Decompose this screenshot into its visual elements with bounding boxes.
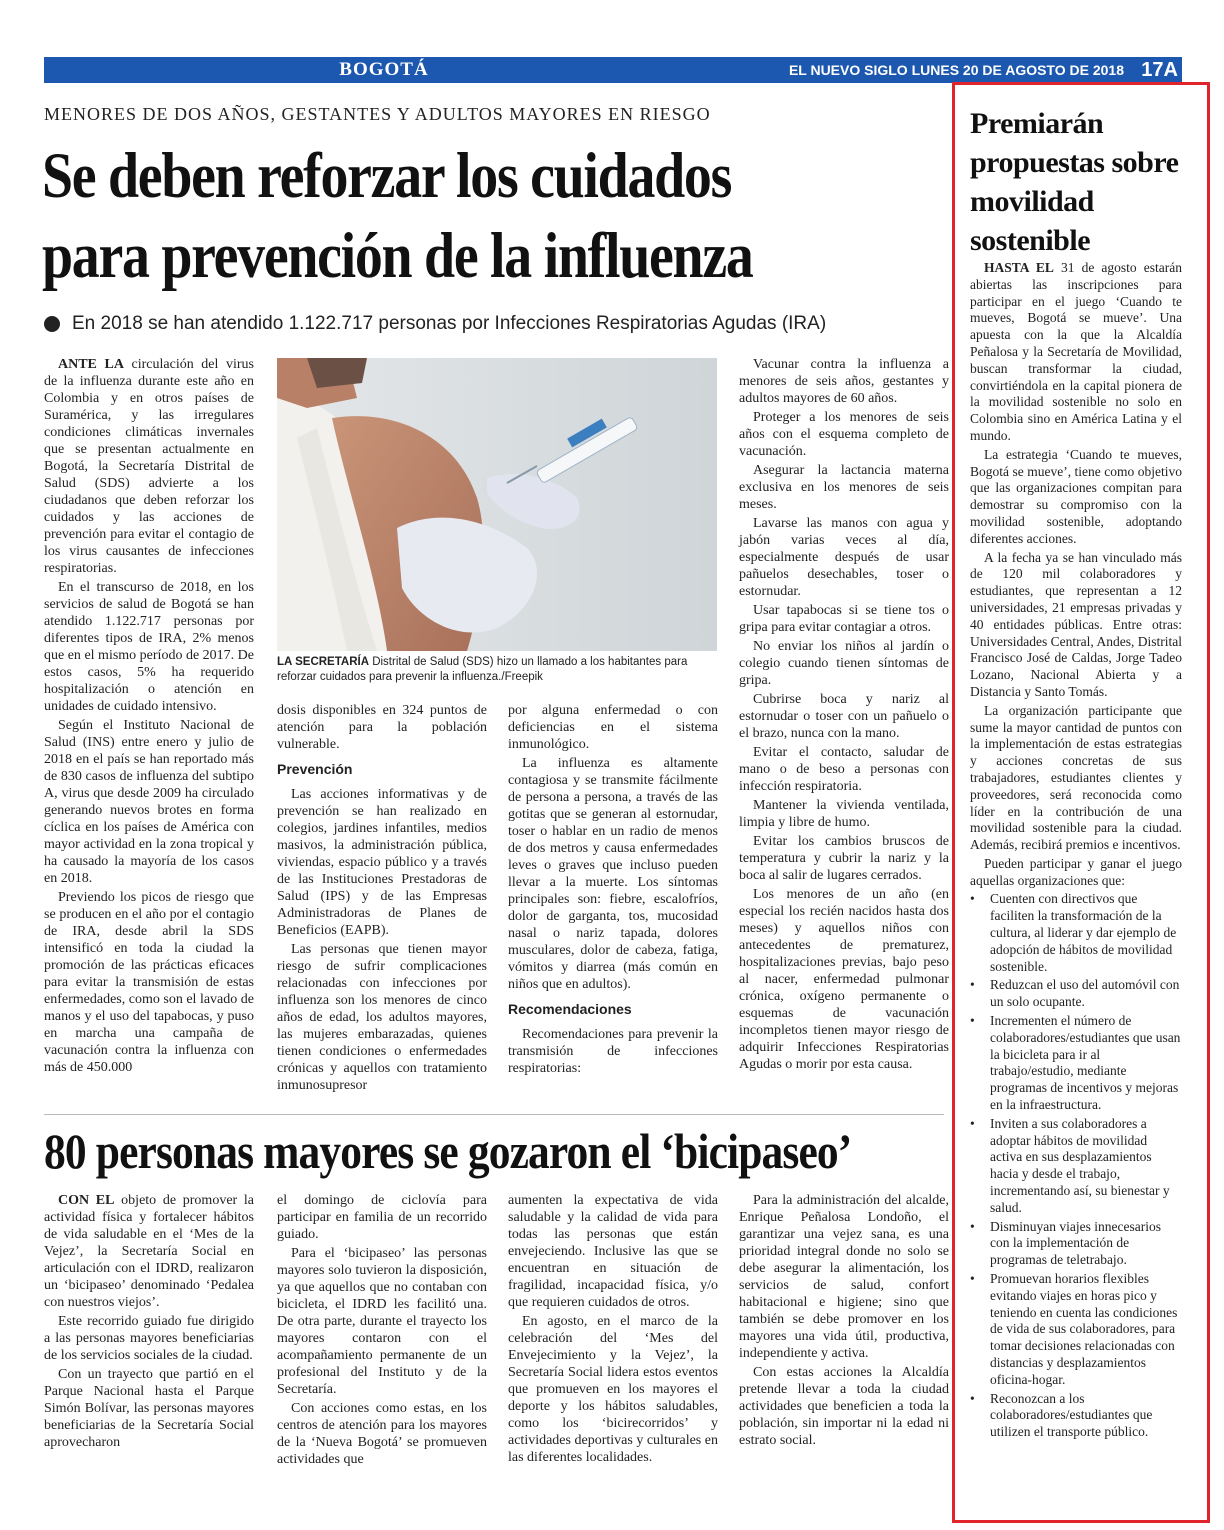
lead-in: HASTA EL: [984, 260, 1054, 275]
article1-column-4: [739, 356, 949, 1075]
article1-column-2: [277, 702, 487, 1096]
paragraph: por alguna enfermedad o con deficiencias en el sistema inmunológico.: [508, 703, 718, 752]
paragraph: La influenza es altamente contagiosa y se transmite fácilmente de persona a persona, a través de las gotitas que se generan al estornudar, toser o hablar en un radio de menos de dos metros y causa enfermedades leves o graves que incluso pueden llevar a la muerte. Los síntomas principales son: fiebre, escalofríos, dolor de garganta, tos, mucosidad nasal o nariz tapada, dolores musculares, dolor de cabeza, fatiga, vómitos y diarrea (más común en niños que en adultos).: [508, 756, 718, 992]
paragraph: Lavarse las manos con agua y jabón varias veces al día, especialmente después de usar pañuelos desechables, toser o estornudar.: [739, 516, 949, 599]
paragraph: En agosto, en el marco de la celebración del ‘Mes del Envejecimiento y la Vejez’, la Secretaría Social lidera estos eventos que promueven en los mayores el deporte y los hábitos saludables, como los ‘bicirecorridos’ y actividades deportivas y culturales en las diferentes localidades.: [508, 1314, 718, 1465]
article2-column-1: [44, 1192, 254, 1453]
paragraph-text: objeto de promover la actividad física y fortalecer hábitos de vida saludable en el ‘Mes de la Vejez’, la Secretaría Social en articulación con el IDRD, realizaron un ‘bicipaseo’ denominado ‘Pedalea con nuestros viejos’.: [44, 1193, 254, 1310]
paragraph: Con acciones como estas, en los centros de atención para los mayores de la ‘Nueva Bogotá’ se promueven actividades que: [277, 1401, 487, 1467]
paragraph: Evitar los cambios bruscos de temperatura y cubrir la nariz y la boca al salir de lugares cerrados.: [739, 834, 949, 883]
paragraph: Las personas que tienen mayor riesgo de sufrir complicaciones relacionadas con infecciones por influenza son los menores de cinco años de edad, los adultos mayores, las mujeres embarazadas, quienes tienen condiciones o enfermedades crónicas y aquellos con tratamiento inmunosupresor: [277, 942, 487, 1093]
paragraph: Asegurar la lactancia materna exclusiva en los menores de seis meses.: [739, 463, 949, 512]
paragraph: Pueden participar y ganar el juego aquellas organizaciones que:: [970, 855, 1182, 888]
caption-text: Distrital de Salud (SDS) hizo un llamado a los habitantes para reforzar cuidados para prevenir la influenza./Freepik: [277, 656, 688, 683]
article-divider: [44, 1114, 944, 1115]
sidebar-title: Premiarán propuestas sobre movilidad sostenible: [970, 107, 1179, 257]
paragraph: Evitar el contacto, saludar de mano o de beso a personas con infección respiratoria.: [739, 745, 949, 794]
article2-headline: 80 personas mayores se gozaron el ‘bicipaseo’: [44, 1123, 852, 1179]
paragraph: Recomendaciones para prevenir la transmisión de infecciones respiratorias:: [508, 1027, 718, 1076]
list-item: • Cuenten con directivos que faciliten la transformación de la cultura, al liderar y dar ejemplo de adopción de hábitos de movilidad sostenible.: [990, 891, 1182, 975]
article2-column-3: [508, 1192, 718, 1468]
paragraph: Mantener la vivienda ventilada, limpia y libre de humo.: [739, 798, 949, 830]
article2-column-4: [739, 1192, 949, 1451]
subheading-prevencion: Prevención: [277, 761, 353, 777]
paragraph: Este recorrido guiado fue dirigido a las personas mayores beneficiarias de los servicios sociales de la ciudad.: [44, 1314, 254, 1363]
article-subhead: [44, 313, 944, 335]
paragraph: Proteger a los menores de seis años con el esquema completo de vacunación.: [739, 410, 949, 459]
lead-in: ANTE LA: [58, 357, 124, 372]
section-label: BOGOTÁ: [339, 59, 429, 80]
bullet-icon: [44, 316, 60, 332]
sidebar-bullet-list: [970, 891, 1182, 1441]
list-item: • Disminuyan viajes innecesarios con la implementación de programas de teletrabajo.: [990, 1219, 1182, 1269]
headline-line-1: Se deben reforzar los cuidados: [42, 140, 732, 212]
paragraph-text: 31 de agosto estarán abiertas las inscripciones para participar en el juego ‘Cuando te mueves, Bogotá se mueve’. Una apuesta con la que la Alcaldía Peñalosa y la Secretaría de Movilidad, buscan transformar la ciudad, convirtiéndola en la capital pionera de la movilidad sostenible no solo en Colombia sino en América Latina y el mundo.: [970, 260, 1182, 443]
article1-column-3: [508, 702, 718, 1079]
paragraph: Cubrirse boca y nariz al estornudar o toser con un pañuelo o el brazo, nunca con la mano.: [739, 692, 949, 741]
paragraph: Con estas acciones la Alcaldía pretende llevar a toda la ciudad actividades que beneficien a toda la población, sin importar ni la edad ni estrato social.: [739, 1365, 949, 1448]
paragraph: el domingo de ciclovía para participar en familia de un recorrido guiado.: [277, 1193, 487, 1242]
paragraph: Los menores de un año (en especial los recién nacidos hasta dos meses) y aquellos niños con antecedentes de prematurez, hospitalizaciones previas, bajo peso al nacer, enfermedad pulmonar crónica, oxígeno permanente o esquemas de vacunación incompletos tienen mayor riesgo de adquirir Infecciones Respiratorias Agudas o morir por esta causa.: [739, 887, 949, 1072]
page-number: 17A: [1141, 59, 1178, 81]
article-headline: [42, 136, 945, 296]
paragraph: Usar tapabocas si se tiene tos o gripa para evitar contagiar a otros.: [739, 603, 949, 635]
paragraph: Con un trayecto que partió en el Parque Nacional hasta el Parque Simón Bolívar, las personas mayores beneficiarias de la Secretaría Social aprovecharon: [44, 1367, 254, 1450]
paragraph: La estrategia ‘Cuando te mueves, Bogotá se mueve’, tiene como objetivo que las organizaciones compitan para demostrar su compromiso con la movilidad sostenible, adoptando diferentes acciones.: [970, 446, 1182, 546]
paragraph: Las acciones informativas y de prevención se han realizado en colegios, jardines infantiles, medios masivos, la administración pública, viviendas, espacio público y a través de las Instituciones Prestadoras de Salud (IPS) y de las Empresas Administradoras de Planes de Beneficios (EAPB).: [277, 787, 487, 938]
paragraph: [970, 260, 1182, 445]
paragraph: La organización participante que sume la mayor cantidad de puntos con la implementación de estas estrategias y acciones concretas de sus trabajadores, estudiantes clientes y proveedores, será reconocida como líder en la contribución de una movilidad sostenible para la ciudad. Además, recibirá premios e incentivos.: [970, 702, 1182, 853]
paragraph: Para el ‘bicipaseo’ las personas mayores solo tuvieron la disposición, ya que aquellos que no contaban con bicicleta, el IDRD les facilitó una. De otra parte, durante el trayecto los mayores contaron con el acompañamiento permanente de un profesional del Instituto y de la Secretaría.: [277, 1246, 487, 1397]
caption-lead: LA SECRETARÍA: [277, 656, 369, 668]
paragraph: Previendo los picos de riesgo que se producen en el año por el contagio de IRA, desde abril la SDS intensificó en toda la ciudad la promoción de las prácticas eficaces para evitar la transmisión de estas enfermedades, como son el lavado de manos y el uso del tapabocas, y puso en marcha una campaña de vacunación contra la influenza con más de 450.000: [44, 890, 254, 1075]
list-item: • Reconozcan a los colaboradores/estudiantes que utilizen el transporte público.: [990, 1391, 1182, 1441]
subheading-recomendaciones: Recomendaciones: [508, 1001, 632, 1017]
paragraph: A la fecha ya se han vinculado más de 120 mil colaboradores y estudiantes, que representan a 12 universidades, 21 empresas privadas y 40 entidades públicas. Entre otras: Universidades Central, Andes, Distrital Francisco José de Caldas, Jorge Tadeo Lozano, Nacional Abierta y a Distancia y Santo Tomás.: [970, 549, 1182, 699]
paragraph-text: circulación del virus de la influenza durante este año en Colombia y en otros países de Suramérica, y las irregulares condiciones climáticas invernales que se presentan actualmente en Bogotá, la Secretaría Distrital de Salud (SDS) advierte a los ciudadanos que deben reforzar los cuidados y las acciones de prevención para evitar el contagio de los virus causantes de infecciones respiratorias.: [44, 357, 254, 576]
lead-in: CON EL: [58, 1193, 115, 1208]
photo-caption: [277, 655, 717, 685]
article-kicker: MENORES DE DOS AÑOS, GESTANTES Y ADULTOS MAYORES EN RIESGO: [44, 104, 711, 124]
paragraph: [44, 356, 254, 577]
list-item: • Incrementen el número de colaboradores/estudiantes que usan la bicicleta para ir al trabajo/estudio, mediante programas de incentivos y mejoras en la infraestructura.: [990, 1013, 1182, 1114]
list-item: • Promuevan horarios flexibles evitando viajes en horas pico y teniendo en cuenta las condiciones de vida de sus colaboradores, para tomar decisiones relacionadas con distancias y desplazamientos oficina-hogar.: [990, 1271, 1182, 1389]
paragraph: [44, 1192, 254, 1311]
paragraph: En el transcurso de 2018, en los servicios de salud de Bogotá se han atendido 1.122.717 personas por diferentes tipos de IRA, 2% menos que en el mismo período de 2017. De estos casos, 5% ha requerido hospitalización o atención en unidades de cuidado intensivo.: [44, 580, 254, 714]
paragraph: dosis disponibles en 324 puntos de atención para la población vulnerable.: [277, 703, 487, 752]
masthead-date: EL NUEVO SIGLO LUNES 20 DE AGOSTO DE 2018: [788, 62, 1124, 78]
vaccination-photo: [277, 358, 717, 651]
sidebar-body: [970, 260, 1182, 1443]
headline-line-2: para prevención de la influenza: [42, 220, 753, 292]
paragraph: Según el Instituto Nacional de Salud (INS) entre enero y julio de 2018 en el país se han reportado más de 830 casos de influenza del subtipo A, virus que desde 2009 ha circulado generando nuevos brotes en forma cíclica en los países de América con mayor actividad en la zona tropical y ha causado la mayoría de los casos en 2018.: [44, 718, 254, 886]
subhead-text: En 2018 se han atendido 1.122.717 personas por Infecciones Respiratorias Agudas (IRA): [72, 313, 827, 334]
paragraph: Vacunar contra la influenza a menores de seis años, gestantes y adultos mayores de 60 años.: [739, 357, 949, 406]
paragraph: aumenten la expectativa de vida saludable y la calidad de vida para todas las personas que están envejeciendo. Inclusive las que se encuentran en situación de fragilidad, incapacidad física, y/o que requieren cuidados de otros.: [508, 1193, 718, 1310]
vaccination-illustration: [277, 358, 717, 651]
list-item: • Reduzcan el uso del automóvil con un solo ocupante.: [990, 977, 1182, 1011]
paragraph: Para la administración del alcalde, Enrique Peñalosa Londoño, el garantizar una vejez sana, es una prioridad integral donde no solo se debe asegurar la alimentación, los servicios de salud, confort habitacional e higiene; sino que también se debe promover en los mayores una vida útil, productiva, independiente y activa.: [739, 1193, 949, 1361]
list-item: • Inviten a sus colaboradores a adoptar hábitos de movilidad activa en sus desplazamientos hacia y desde el trabajo, incrementando así, su bienestar y salud.: [990, 1116, 1182, 1217]
article1-column-1: [44, 356, 254, 1078]
paragraph: No enviar los niños al jardín o colegio cuando tienen síntomas de gripa.: [739, 639, 949, 688]
article2-column-2: [277, 1192, 487, 1470]
